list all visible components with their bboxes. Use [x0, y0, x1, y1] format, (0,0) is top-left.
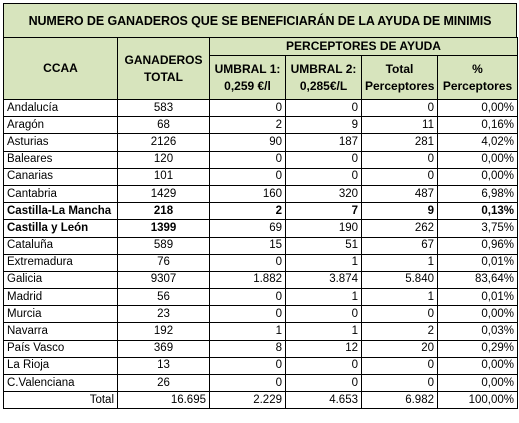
cell-ccaa: Galicia [4, 271, 118, 288]
cell-pct: 0,00% [438, 357, 518, 374]
cell-total: 11 [362, 117, 438, 134]
cell-total: 487 [362, 185, 438, 202]
cell-total: 67 [362, 237, 438, 254]
table-row [4, 220, 518, 237]
cell-total: 1 [362, 254, 438, 271]
cell-pct: 0,01% [438, 254, 518, 271]
cell-umbral2: 320 [286, 185, 362, 202]
cell-umbral2: 0 [286, 100, 362, 117]
cell-umbral1: 0 [210, 357, 286, 374]
cell-total: 0 [362, 375, 438, 392]
cell-umbral1: 69 [210, 220, 286, 237]
cell-umbral1: 1 [210, 323, 286, 340]
cell-umbral1: 0 [210, 306, 286, 323]
header-ccaa: CCAA [4, 38, 118, 100]
cell-ganaderos: 120 [118, 151, 210, 168]
cell-umbral2: 12 [286, 340, 362, 357]
table-row [4, 100, 518, 117]
cell-umbral1: 90 [210, 134, 286, 151]
table-row [4, 185, 518, 202]
cell-pct: 0,29% [438, 340, 518, 357]
cell-ganaderos: 369 [118, 340, 210, 357]
cell-ganaderos: 1399 [118, 220, 210, 237]
cell-ccaa: Madrid [4, 289, 118, 306]
cell-umbral1: 2 [210, 203, 286, 220]
cell-umbral2: 0 [286, 151, 362, 168]
cell-umbral2: 0 [286, 357, 362, 374]
cell-umbral1: 0 [210, 375, 286, 392]
cell-umbral1: 0 [210, 151, 286, 168]
cell-ccaa: Aragón [4, 117, 118, 134]
cell-ganaderos: 589 [118, 237, 210, 254]
table-row [4, 134, 518, 151]
header-total-line2: Perceptores [365, 78, 435, 93]
header-umbral1-line2: 0,259 €/l [224, 78, 271, 93]
cell-ccaa: Canarias [4, 168, 118, 185]
cell-ccaa: Andalucía [4, 100, 118, 117]
cell-umbral1: 0 [210, 168, 286, 185]
cell-total: 0 [362, 168, 438, 185]
cell-ccaa: Asturias [4, 134, 118, 151]
cell-pct: 4,02% [438, 134, 518, 151]
cell-umbral2: 0 [286, 375, 362, 392]
cell-total: 0 [362, 100, 438, 117]
cell-pct: 0,01% [438, 289, 518, 306]
table-row [4, 254, 518, 271]
table-row-total [4, 392, 518, 409]
cell-ganaderos: 583 [118, 100, 210, 117]
table-row [4, 306, 518, 323]
header-pct-line1: % [472, 61, 483, 76]
header-ganaderos-line2: TOTAL [144, 69, 183, 84]
table-row [4, 375, 518, 392]
cell-pct: 0,00% [438, 151, 518, 168]
cell-pct: 0,16% [438, 117, 518, 134]
cell-ganaderos: 56 [118, 289, 210, 306]
cell-ganaderos: 218 [118, 203, 210, 220]
cell-pct: 0,03% [438, 323, 518, 340]
cell-umbral2: 1 [286, 323, 362, 340]
cell-ganaderos: 9307 [118, 271, 210, 288]
cell-total-umbral2: 4.653 [286, 392, 362, 409]
cell-pct: 0,00% [438, 168, 518, 185]
ganaderos-table [3, 37, 518, 409]
cell-umbral1: 0 [210, 254, 286, 271]
table-row [4, 151, 518, 168]
cell-total: 0 [362, 357, 438, 374]
cell-umbral2: 51 [286, 237, 362, 254]
cell-total-ganaderos: 16.695 [118, 392, 210, 409]
cell-total-umbral1: 2.229 [210, 392, 286, 409]
header-total-line1: Total [385, 61, 414, 76]
cell-ccaa: La Rioja [4, 357, 118, 374]
cell-ganaderos: 76 [118, 254, 210, 271]
cell-ganaderos: 101 [118, 168, 210, 185]
cell-pct: 0,00% [438, 306, 518, 323]
cell-total-pct: 100,00% [438, 392, 518, 409]
cell-ccaa: Cantabria [4, 185, 118, 202]
cell-umbral2: 190 [286, 220, 362, 237]
cell-ganaderos: 2126 [118, 134, 210, 151]
header-umbral2 [286, 56, 362, 100]
table-row [4, 117, 518, 134]
cell-total: 262 [362, 220, 438, 237]
table-row [4, 323, 518, 340]
cell-total: 5.840 [362, 271, 438, 288]
header-perceptores-group: PERCEPTORES DE AYUDA [210, 38, 518, 56]
cell-umbral2: 7 [286, 203, 362, 220]
cell-umbral1: 160 [210, 185, 286, 202]
header-pct-perceptores [438, 56, 518, 100]
cell-pct: 3,75% [438, 220, 518, 237]
cell-ccaa: C.Valenciana [4, 375, 118, 392]
cell-ganaderos: 1429 [118, 185, 210, 202]
cell-ganaderos: 68 [118, 117, 210, 134]
table-title: NUMERO DE GANADEROS QUE SE BENEFICIARÁN DE LA AYUDA DE MINIMIS [3, 3, 517, 38]
header-ganaderos-line1: GANADEROS [124, 52, 203, 67]
cell-ccaa: Extremadura [4, 254, 118, 271]
cell-ganaderos: 23 [118, 306, 210, 323]
cell-total: 0 [362, 306, 438, 323]
cell-ganaderos: 192 [118, 323, 210, 340]
cell-pct: 0,00% [438, 375, 518, 392]
cell-ccaa: Castilla-La Mancha [4, 203, 118, 220]
cell-umbral1: 0 [210, 289, 286, 306]
cell-pct: 6,98% [438, 185, 518, 202]
cell-pct: 0,96% [438, 237, 518, 254]
table-row [4, 289, 518, 306]
cell-umbral1: 1.882 [210, 271, 286, 288]
cell-umbral2: 187 [286, 134, 362, 151]
table-row [4, 237, 518, 254]
cell-pct: 83,64% [438, 271, 518, 288]
header-umbral1-line1: UMBRAL 1: [214, 61, 281, 76]
cell-ccaa: Cataluña [4, 237, 118, 254]
cell-total: 1 [362, 289, 438, 306]
cell-total-total: 6.982 [362, 392, 438, 409]
cell-pct: 0,13% [438, 203, 518, 220]
cell-ccaa: País Vasco [4, 340, 118, 357]
cell-ganaderos: 13 [118, 357, 210, 374]
table-row [4, 271, 518, 288]
cell-ccaa: Murcia [4, 306, 118, 323]
cell-umbral1: 8 [210, 340, 286, 357]
cell-total-label: Total [4, 392, 118, 409]
cell-umbral2: 0 [286, 306, 362, 323]
header-umbral1 [210, 56, 286, 100]
cell-umbral2: 3.874 [286, 271, 362, 288]
table-row [4, 203, 518, 220]
cell-umbral1: 2 [210, 117, 286, 134]
header-umbral2-line1: UMBRAL 2: [290, 61, 357, 76]
cell-ccaa: Castilla y León [4, 220, 118, 237]
cell-umbral1: 15 [210, 237, 286, 254]
header-umbral2-line2: 0,285€/L [299, 78, 348, 93]
header-ganaderos-total [118, 38, 210, 100]
cell-ganaderos: 26 [118, 375, 210, 392]
table-row [4, 168, 518, 185]
cell-umbral2: 1 [286, 289, 362, 306]
cell-umbral1: 0 [210, 100, 286, 117]
cell-total: 2 [362, 323, 438, 340]
cell-total: 9 [362, 203, 438, 220]
ganaderos-table-container [3, 3, 517, 409]
cell-umbral2: 0 [286, 168, 362, 185]
header-pct-line2: Perceptores [442, 78, 513, 93]
table-row [4, 340, 518, 357]
cell-ccaa: Navarra [4, 323, 118, 340]
cell-pct: 0,00% [438, 100, 518, 117]
table-body [4, 100, 518, 409]
cell-total: 0 [362, 151, 438, 168]
cell-umbral2: 1 [286, 254, 362, 271]
cell-ccaa: Baleares [4, 151, 118, 168]
header-total-perceptores [362, 56, 438, 100]
cell-total: 20 [362, 340, 438, 357]
table-row [4, 357, 518, 374]
cell-total: 281 [362, 134, 438, 151]
table-header [4, 38, 518, 100]
cell-umbral2: 9 [286, 117, 362, 134]
